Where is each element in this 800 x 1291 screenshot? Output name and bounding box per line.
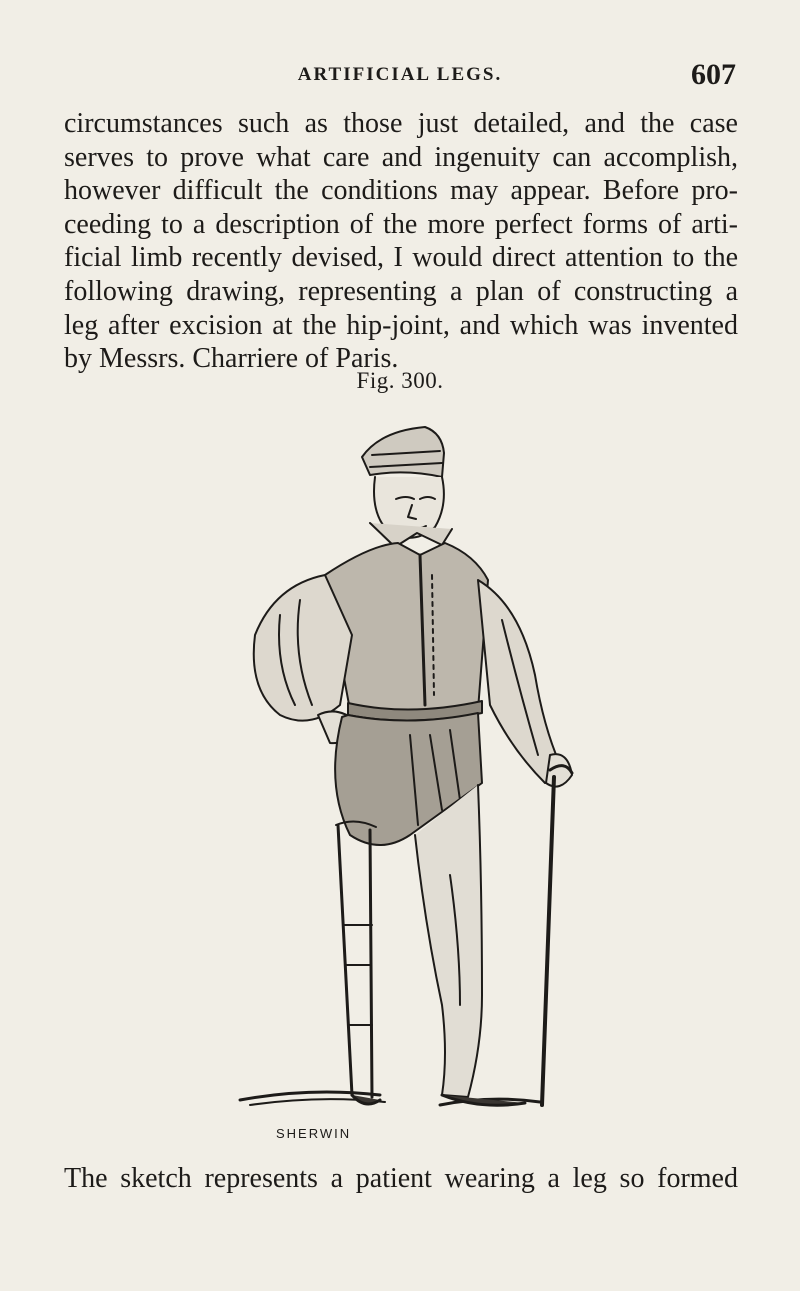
engraving-patient-artificial-leg <box>220 405 600 1135</box>
text-line: following drawing, representing a plan of constructing a <box>64 275 738 307</box>
engraver-signature: SHERWIN <box>276 1126 352 1141</box>
figure-caption: Fig. 300. <box>356 368 444 393</box>
text-line: circumstances such as those just detailed, and the case <box>64 108 738 139</box>
text-line: ceeding to a description of the more perfect forms of arti- <box>64 208 738 240</box>
continuation-line: The sketch represents a patient wearing a leg so formed <box>64 1163 738 1194</box>
text-line: leg after excision at the hip-joint, and which was invented <box>64 309 738 341</box>
page-number: 607 <box>691 58 736 91</box>
text-line: however difficult the conditions may appear. Before pro- <box>64 175 738 207</box>
running-head: ARTIFICIAL LEGS. <box>297 64 503 85</box>
text-line: by Messrs. Charriere of Paris. <box>64 343 399 375</box>
page-header <box>0 58 800 98</box>
text-line: serves to prove what care and ingenuity can accomplish, <box>64 141 738 173</box>
body-paragraph <box>64 107 738 376</box>
text-line: ficial limb recently devised, I would direct attention to the <box>64 242 738 274</box>
figure-illustration <box>220 405 600 1135</box>
